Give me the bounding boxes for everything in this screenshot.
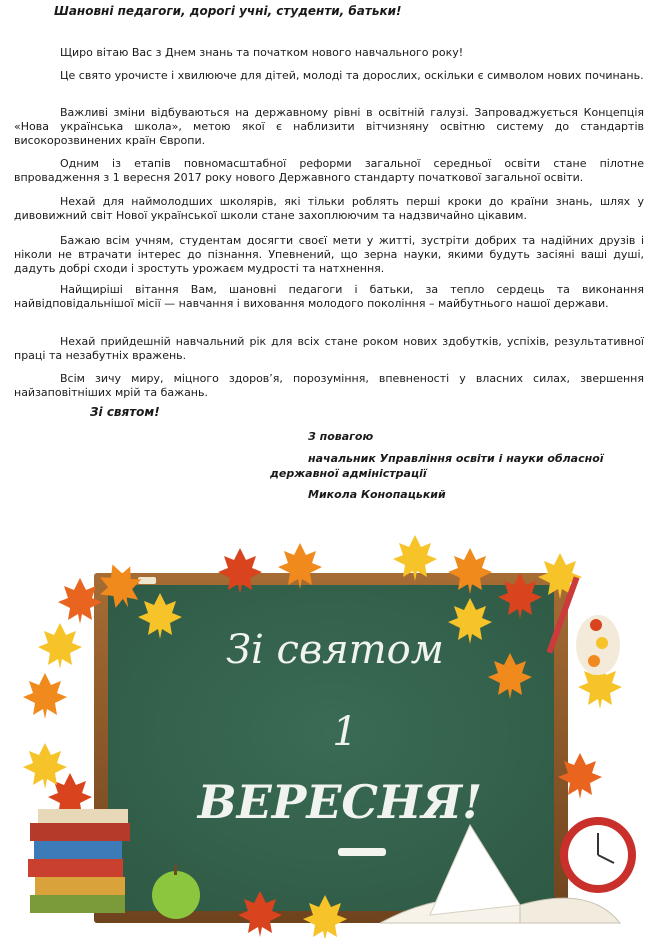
paragraph: Нехай для наймолодших школярів, які тільки роблять перші кроки до країни знань, шлях у дивовижний світ Нової української школи стане захоплюючим та надзвичайно цікавим. <box>14 195 644 222</box>
clock-icon <box>560 817 636 893</box>
paragraph: Нехай прийдешній навчальний рік для всіх стане роком нових здобутків, успіхів, результативної праці та незабутніх вражень. <box>14 335 644 362</box>
paragraph: Бажаю всім учням, студентам досягти своєї мети у житті, зустріти добрих та надійних друзів і ніколи не втрачати інтерес до пізнання. Упевнений, що зерна науки, якими будуть засіяні ваші душі, дадуть добрі сходи і зростуть урожаєм мудрості та натхнення. <box>14 234 644 275</box>
paragraph: Щиро вітаю Вас з Днем знань та початком нового навчального року! <box>60 46 464 59</box>
paragraph: Всім зичу миру, міцного здоров’я, порозуміння, впевненості у власних силах, звершення найзаповітніших мрій та бажань. <box>14 372 644 399</box>
signature-name: Микола Конопацький <box>308 488 446 501</box>
paragraph: Найщиріші вітання Вам, шановні педагоги і батьки, за тепло сердець та виконання найвідповідальнішої місії — навчання і виховання молодого покоління – майбутнього нашої держави. <box>14 283 644 310</box>
board-text-line3: ВЕРЕСНЯ! <box>197 775 483 829</box>
paragraph: Одним із етапів повномасштабної реформи загальної середньої освіти стане пілотне впровадження з 1 вересня 2017 року нового Державного стандарту початкової загальної освіти. <box>14 157 644 184</box>
closing-greeting: Зі святом! <box>90 405 160 419</box>
paragraph: Важливі зміни відбуваються на державному рівні в освітній галузі. Запроваджується Концепція «Нова українська школа», метою якої є наблизити вітчизняну освітню систему до стандартів високорозвинених країн Європи. <box>14 106 644 147</box>
board-text-line2: 1 <box>332 709 358 755</box>
signature-regards: З повагою <box>308 430 374 443</box>
greeting: Шановні педагоги, дорогі учні, студенти, батьки! <box>54 4 402 18</box>
board-text-line1: Зі святом <box>226 627 444 673</box>
stack-of-books <box>28 809 130 913</box>
chalk-piece-top <box>138 577 156 584</box>
signature-position-cont: державної адміністрації <box>270 467 427 480</box>
chalk-piece <box>338 848 386 856</box>
chalkboard-illustration <box>0 525 661 938</box>
paragraph: Це свято урочисте і хвилююче для дітей, молоді та дорослих, оскільки є символом нових починань. <box>60 69 644 82</box>
signature-position: начальник Управління освіти і науки обласної <box>308 452 604 465</box>
